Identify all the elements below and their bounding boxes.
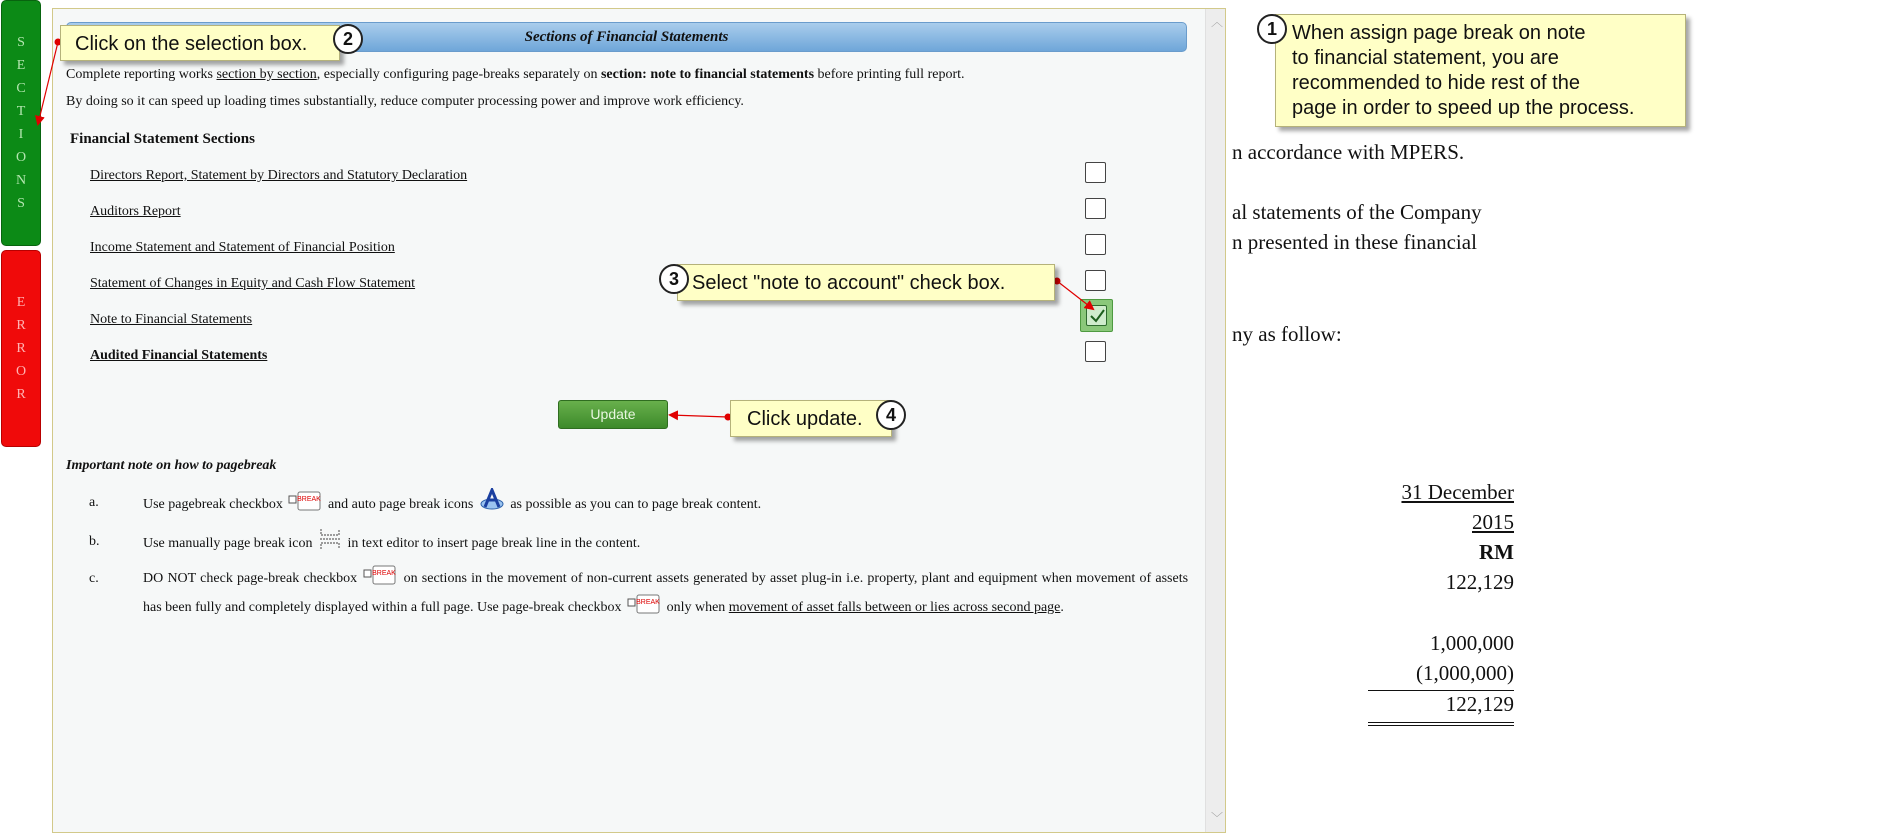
callout-4: Click update. <box>730 400 892 437</box>
sections-tab-letter: S <box>17 35 25 50</box>
intro-text-part: , especially configuring page-breaks separately on <box>316 67 601 82</box>
note-text-part: only when <box>666 600 726 615</box>
doc-column-header: 2015 <box>1472 510 1514 534</box>
callout-number-badge: 2 <box>333 24 363 54</box>
break-icon-label: BREAK <box>636 599 660 606</box>
section-link-audited-financial-statements[interactable]: Audited Financial Statements <box>90 348 268 363</box>
note-text-part: on sections in the movement of non-current assets generated by asset plug-in i.e. property, plant and equipment when movement of assets has been fully and completely displayed within a full page. Use page-break checkbox <box>143 571 1189 615</box>
note-text-part: DO NOT check page-break checkbox <box>143 571 358 586</box>
break-icon-label: BREAK <box>372 570 397 577</box>
section-link-note-to-financial-statements[interactable]: Note to Financial Statements <box>90 312 253 327</box>
sections-tab-letter: T <box>16 104 26 119</box>
arrow-callout-2 <box>38 42 58 124</box>
callout-2: Click on the selection box. <box>60 25 340 61</box>
error-tab-letter: R <box>16 341 26 356</box>
section-link-changes-in-equity[interactable]: Statement of Changes in Equity and Cash Flow Statement <box>90 276 416 291</box>
callout-1 <box>1275 14 1686 127</box>
note-text-part: Use pagebreak checkbox <box>143 497 283 512</box>
sections-tab-letter: C <box>16 81 26 96</box>
doc-text-line: ny as follow: <box>1232 322 1342 346</box>
doc-column-header: RM <box>1479 540 1514 564</box>
error-tab-letter: E <box>16 295 26 310</box>
error-tab-letter: R <box>16 387 26 402</box>
error-tab-letter: R <box>16 318 26 333</box>
sections-tab-letter: N <box>15 173 27 188</box>
intro-text-part: Complete reporting works <box>66 67 217 82</box>
note-text-part: as possible as you can to page break content. <box>510 497 762 512</box>
doc-column-header: 31 December <box>1401 480 1514 504</box>
intro-text-bold: section: note to financial statements <box>600 67 815 82</box>
intro-text-underlined: section by section <box>216 67 317 82</box>
panel-title: Sections of Financial Statements <box>524 29 729 45</box>
doc-value: 1,000,000 <box>1430 631 1514 655</box>
sections-heading: Financial Statement Sections <box>70 131 255 147</box>
doc-text-line: al statements of the Company <box>1232 200 1482 224</box>
note-text-part: and auto page break icons <box>327 497 474 512</box>
intro-text-part: before printing full report. <box>814 67 965 82</box>
callout-text-line: recommended to hide rest of the <box>1292 72 1580 94</box>
callout-number-badge: 4 <box>876 400 906 430</box>
sections-tab-letter: E <box>16 58 26 73</box>
section-link-directors-report[interactable]: Directors Report, Statement by Directors and Statutory Declaration <box>90 168 468 183</box>
sections-tab-letter: O <box>15 150 27 165</box>
doc-text-line: n presented in these financial <box>1232 230 1477 254</box>
callout-text-line: to financial statement, you are <box>1292 47 1559 69</box>
doc-value: 122,129 <box>1445 692 1514 716</box>
break-icon-label: BREAK <box>297 496 322 503</box>
sections-tab-letter: I <box>18 127 24 142</box>
doc-value: (1,000,000) <box>1416 661 1514 685</box>
note-letter: c. <box>89 571 99 586</box>
doc-value: 122,129 <box>1445 570 1514 594</box>
section-link-income-statement[interactable]: Income Statement and Statement of Financial Position <box>90 240 395 255</box>
note-letter: a. <box>89 495 99 510</box>
note-text-part: Use manually page break icon <box>143 536 313 551</box>
section-link-auditors-report[interactable]: Auditors Report <box>90 204 181 219</box>
note-text-underlined: movement of asset falls between or lies across second page <box>728 600 1061 615</box>
note-text-part: . <box>1060 600 1064 615</box>
note-letter: b. <box>89 534 100 549</box>
callout-number-badge: 1 <box>1257 14 1287 44</box>
doc-text-line: n accordance with MPERS. <box>1232 140 1465 164</box>
callout-text-line: When assign page break on note <box>1292 22 1586 44</box>
note-text-part: in text editor to insert page break line in the content. <box>347 536 641 551</box>
update-button[interactable]: Update <box>558 400 668 429</box>
sections-tab-letter: S <box>17 196 25 211</box>
callout-3: Select "note to account" check box. <box>677 264 1055 301</box>
callout-text-line: page in order to speed up the process. <box>1292 97 1635 119</box>
scroll-up-arrow-icon[interactable]: ︿ <box>1211 15 1224 29</box>
intro-text-2: By doing so it can speed up loading times substantially, reduce computer processing power and improve work efficiency. <box>66 94 744 109</box>
error-tab-letter: O <box>15 364 27 379</box>
arrow-callout-3 <box>1057 281 1093 309</box>
arrow-callout-4 <box>670 415 728 417</box>
scroll-down-arrow-icon[interactable]: ﹀ <box>1211 811 1224 825</box>
callout-number-badge: 3 <box>659 264 689 294</box>
pagebreak-note-heading: Important note on how to pagebreak <box>66 458 277 473</box>
